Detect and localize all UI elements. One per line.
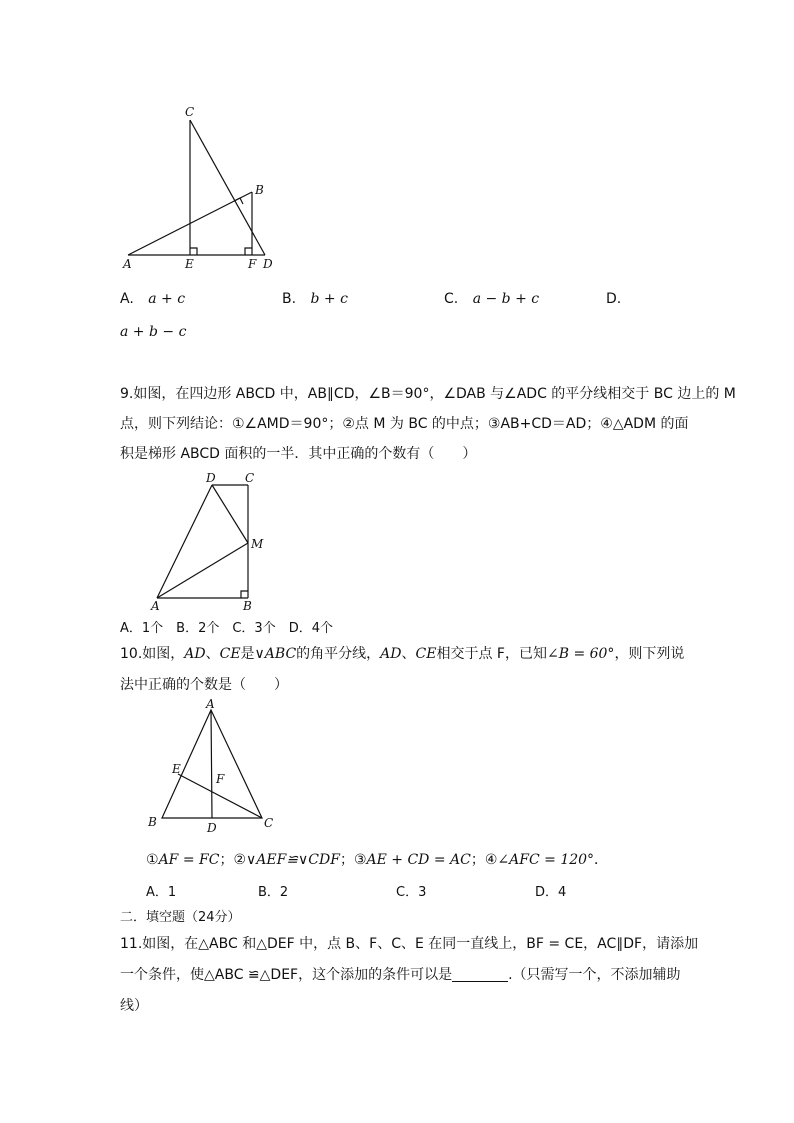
q10-statement-4-expr: ∠AFC = 120°	[497, 852, 595, 868]
q10-statement-3-expr: AE + CD = AC	[366, 852, 471, 868]
q10-label-a: A	[206, 698, 215, 711]
q10-label-c: C	[264, 816, 274, 830]
q10-option-d: D．4	[535, 885, 567, 900]
q8-option-d-letter: D.	[606, 291, 622, 307]
q10-line-1-i: 、	[401, 646, 416, 662]
q10-statement-3-sep: ；	[470, 852, 485, 868]
q8-label-c: C	[185, 105, 195, 119]
q8-label-e: E	[185, 257, 194, 271]
q10-statement-1-num: ①	[146, 852, 159, 868]
q10-statements	[146, 850, 608, 870]
q8-label-a: A	[123, 257, 132, 271]
q10-statement-2-sep: ；	[339, 852, 354, 868]
q8-label-b: B	[255, 183, 264, 197]
q10-option-c: C．3	[396, 885, 427, 900]
q10-option-a: A．1	[146, 885, 177, 900]
q9-line-1: 9.如图，在四边形 ABCD 中，AB∥CD，∠B＝90°，∠DAB 与∠ADC 的平分线相交于 BC 边上的 M	[120, 386, 736, 402]
q10-statement-1-sep: ；	[219, 852, 234, 868]
q8-figure	[115, 100, 295, 275]
q10-label-d: D	[207, 821, 217, 835]
q10-line-1-a: 10.如图，	[120, 646, 185, 662]
q8-label-d: D	[263, 257, 273, 271]
q9-label-b: B	[243, 599, 252, 613]
q10-statement-3-num: ③	[353, 852, 367, 868]
q9-label-m: M	[251, 537, 264, 551]
q10-label-f: F	[216, 772, 225, 786]
q9-label-c: C	[245, 471, 255, 485]
q10-label-e: E	[172, 762, 181, 776]
q10-line-1-b: AD	[184, 646, 206, 662]
q9-figure	[145, 468, 275, 616]
q8-option-a-letter: A.	[120, 291, 134, 307]
q10-line-2: 法中正确的个数是（ ）	[120, 677, 288, 693]
q10-line-1-f: ∨ABC	[254, 646, 297, 662]
q11-answer-blank[interactable]	[452, 967, 508, 982]
q10-line-1-h: AD	[380, 646, 402, 662]
q10-line-1-l: ∠B = 60°	[546, 646, 615, 662]
q10-line-1-j: CE	[415, 646, 437, 662]
section-title-fill-in: 二．填空题（24分）	[120, 910, 241, 925]
q9-line-2: 点，则下列结论：①∠AMD＝90°；②点 M 为 BC 的中点；③AB+CD＝AD；④△ADM 的面	[120, 416, 689, 432]
q8-option-b	[282, 289, 348, 309]
q10-label-b: B	[148, 815, 157, 829]
q9-label-d: D	[206, 471, 216, 485]
q11-line-3: 线）	[120, 998, 148, 1014]
q8-label-f: F	[248, 257, 257, 271]
q10-line-1-k: 相交于点 F，已知	[436, 646, 547, 662]
q8-option-c-expr: a − b + c	[472, 291, 540, 307]
q11-line-2	[120, 965, 681, 985]
q10-line-1-d: CE	[219, 646, 241, 662]
q10-statement-2-expr: ∨AEF≌∨CDF	[246, 852, 340, 868]
q9-options: A．1个 B．2个 C．3个 D．4个	[120, 621, 333, 636]
q10-line-1-g: 的角平分线，	[296, 646, 381, 662]
q8-option-d-expr: a + b − c	[120, 324, 187, 340]
q10-option-b: B．2	[258, 885, 289, 900]
q10-line-1-e: 是	[240, 646, 255, 662]
q11-line-2-a: 一个条件，使△ABC ≌△DEF，这个添加的条件可以是	[120, 967, 453, 983]
q10-line-1	[120, 644, 684, 664]
q8-option-b-letter: B.	[282, 291, 297, 307]
q11-line-1: 11.如图，在△ABC 和△DEF 中，点 B、F、C、E 在同一直线上，BF = CE，AC∥DF，请添加	[120, 936, 699, 952]
q10-line-1-c: 、	[205, 646, 220, 662]
q10-statement-4-sep: ．	[594, 852, 609, 868]
q8-option-c-letter: C.	[444, 291, 459, 307]
q9-label-a: A	[151, 599, 160, 613]
q10-statement-4-num: ④	[484, 852, 498, 868]
q8-option-a-expr: a + c	[148, 291, 186, 307]
q8-option-a	[120, 289, 185, 309]
q8-option-c	[444, 289, 539, 309]
q9-line-3: 积是梯形 ABCD 面积的一半．其中正确的个数有（ ）	[120, 446, 477, 462]
q10-statement-2-num: ②	[233, 852, 247, 868]
q11-line-2-b: .（只需写一个，不添加辅助	[508, 967, 681, 983]
q10-statement-1-expr: AF = FC	[158, 852, 220, 868]
q10-figure	[140, 698, 290, 840]
q8-option-b-expr: b + c	[310, 291, 348, 307]
q10-line-1-m: ，则下列说	[614, 646, 685, 662]
